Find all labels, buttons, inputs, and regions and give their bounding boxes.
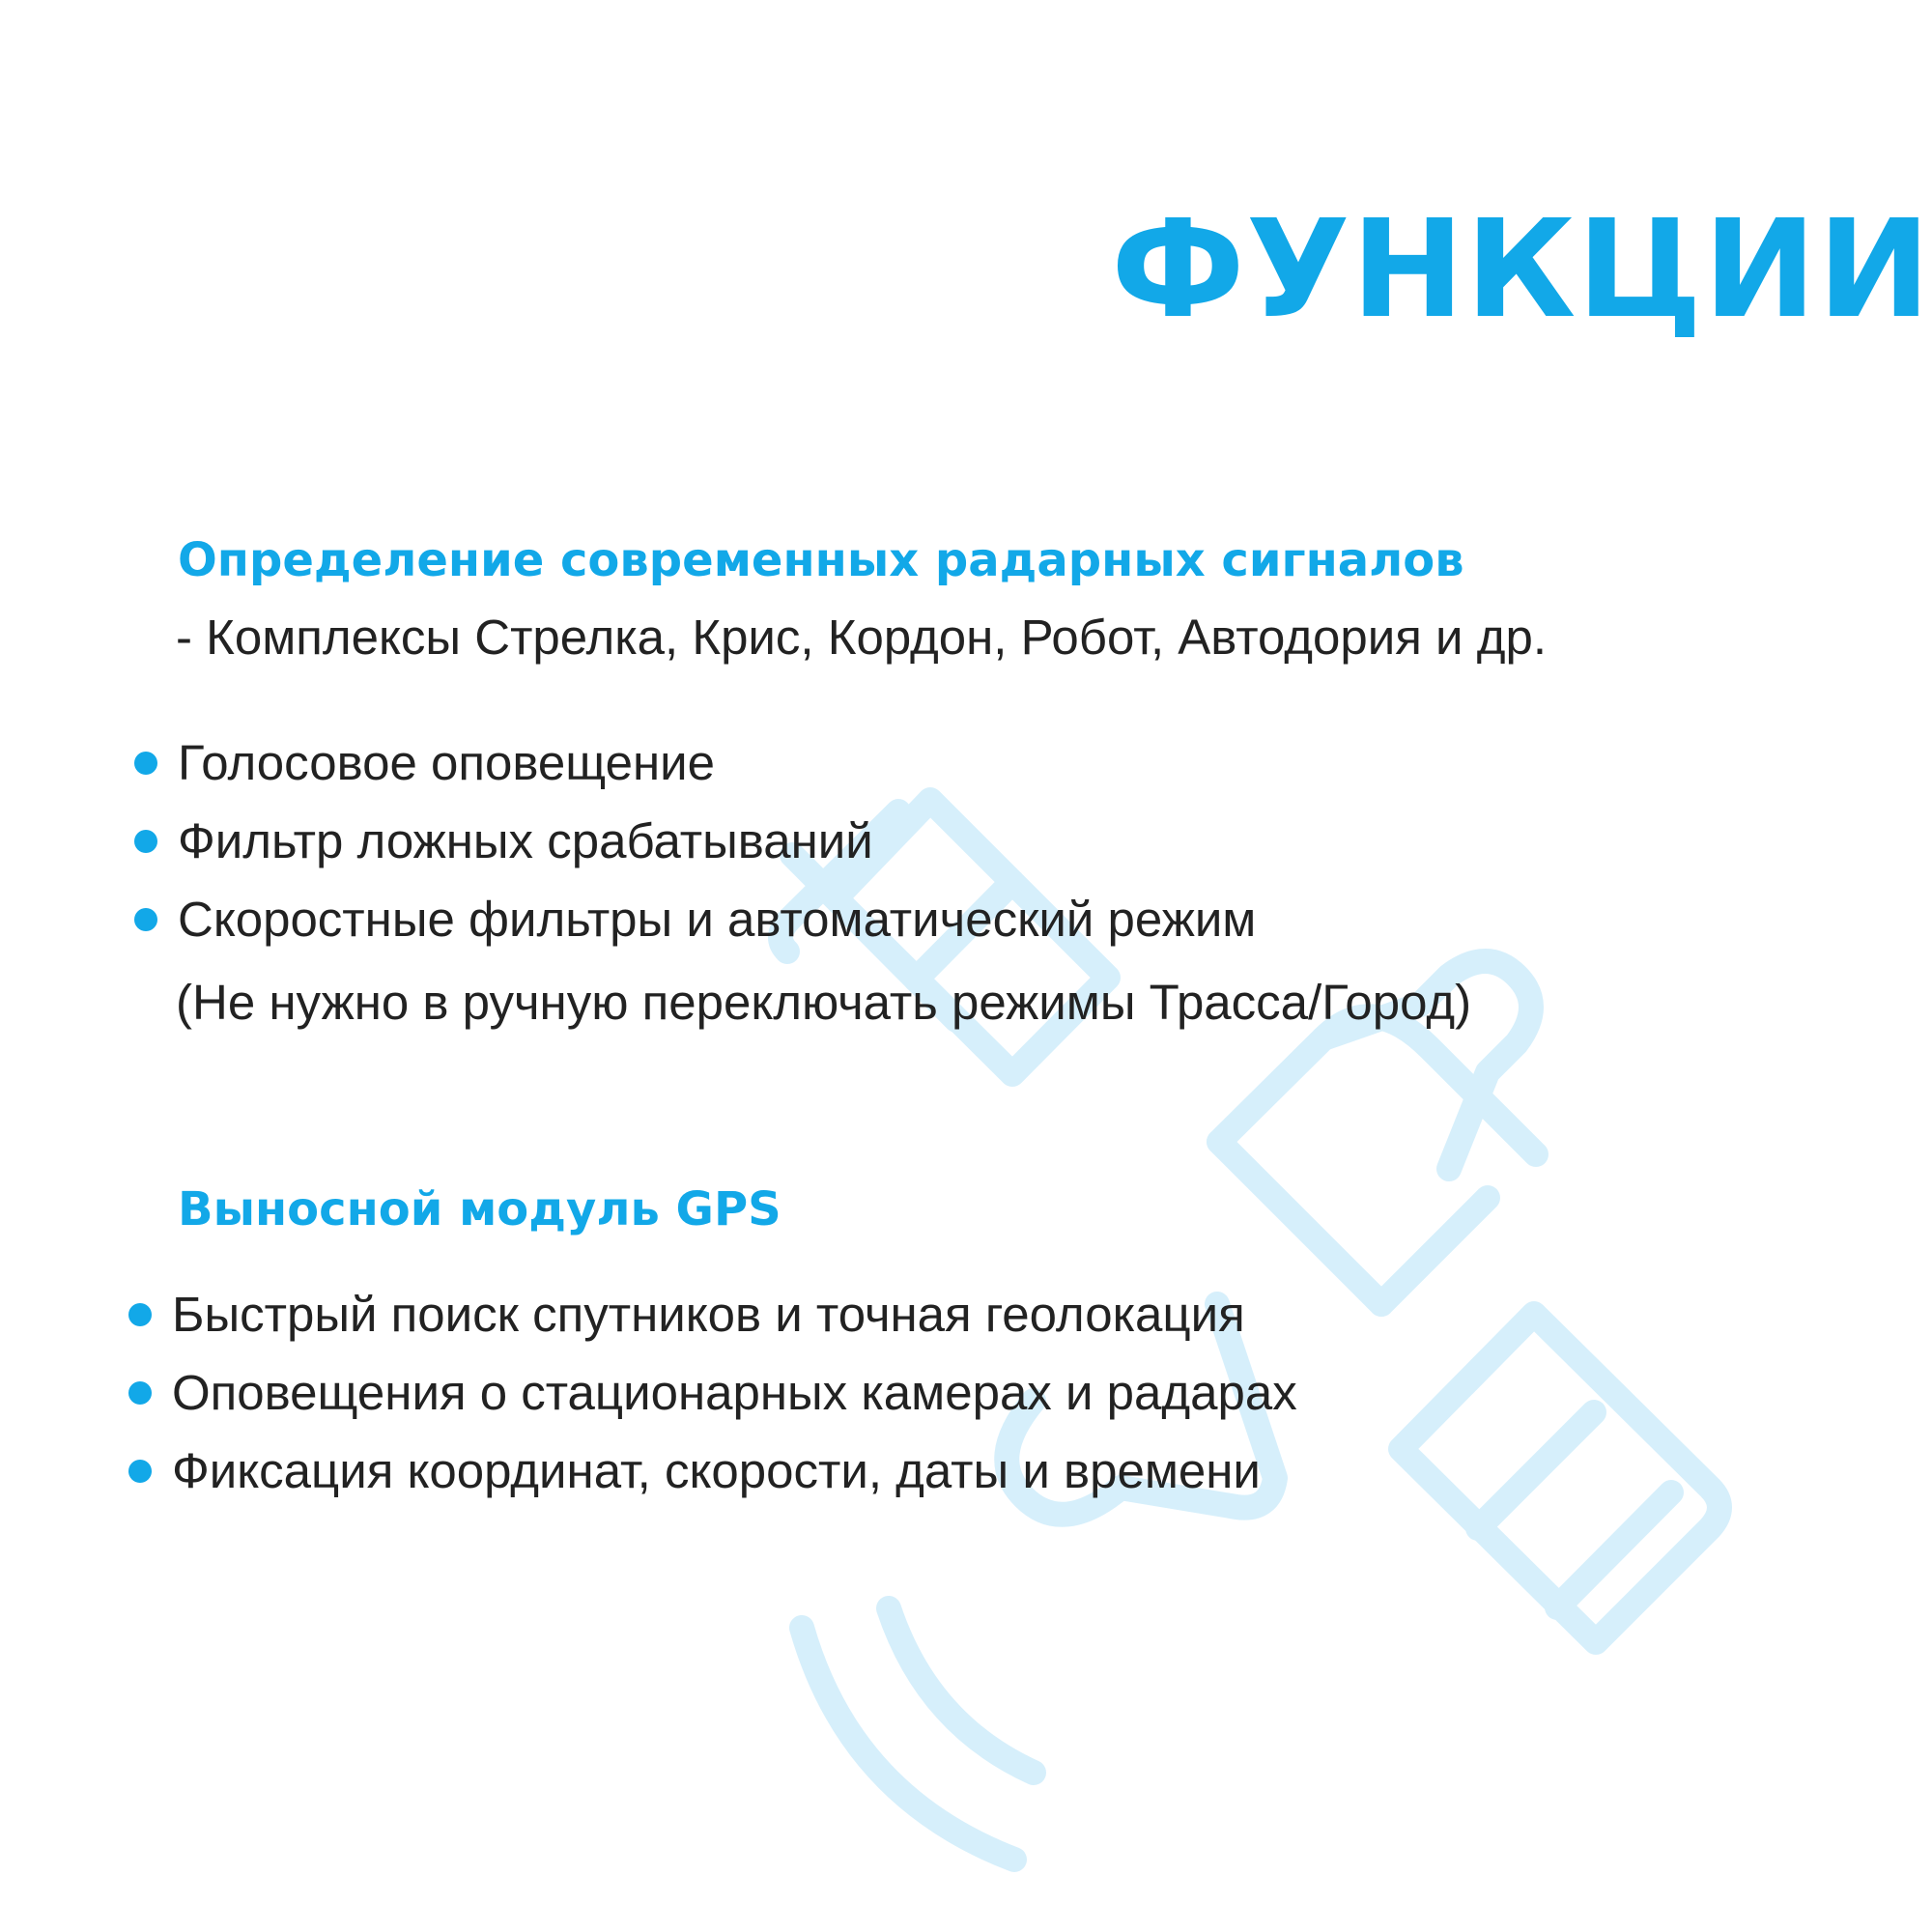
- list-item-text: Фиксация координат, скорости, даты и времени: [172, 1443, 1261, 1498]
- mode-note-text: (Не нужно в ручную переключать режимы Трасса/Город): [176, 975, 1472, 1030]
- radar-section-heading: Определение современных радарных сигналов: [178, 533, 1464, 587]
- list-item: [172, 1275, 1297, 1353]
- bullet-icon: [128, 1460, 152, 1483]
- bullet-icon: [134, 830, 157, 853]
- list-item-text: Фильтр ложных срабатываний: [178, 813, 873, 868]
- list-item-text: Быстрый поиск спутников и точная геолокация: [172, 1287, 1245, 1342]
- list-item: [178, 802, 1256, 880]
- bullet-icon: [134, 752, 157, 775]
- bullet-icon: [128, 1381, 152, 1405]
- list-item: [178, 724, 1256, 802]
- radar-feature-list: [178, 724, 1256, 958]
- list-item-text: Оповещения о стационарных камерах и радарах: [172, 1365, 1297, 1420]
- list-item: [178, 880, 1256, 958]
- gps-feature-list: [172, 1275, 1297, 1510]
- list-item-text: Скоростные фильтры и автоматический режим: [178, 892, 1257, 947]
- bullet-icon: [134, 908, 157, 931]
- bullet-icon: [128, 1303, 152, 1326]
- list-item: [172, 1432, 1297, 1510]
- list-item: [172, 1353, 1297, 1432]
- radar-complexes-text: - Комплексы Стрелка, Крис, Кордон, Робот, Автодория и др.: [176, 610, 1548, 665]
- gps-section-heading: Выносной модуль GPS: [178, 1182, 781, 1236]
- list-item-text: Голосовое оповещение: [178, 735, 715, 790]
- page-title: ФУНКЦИИ: [1111, 191, 1932, 349]
